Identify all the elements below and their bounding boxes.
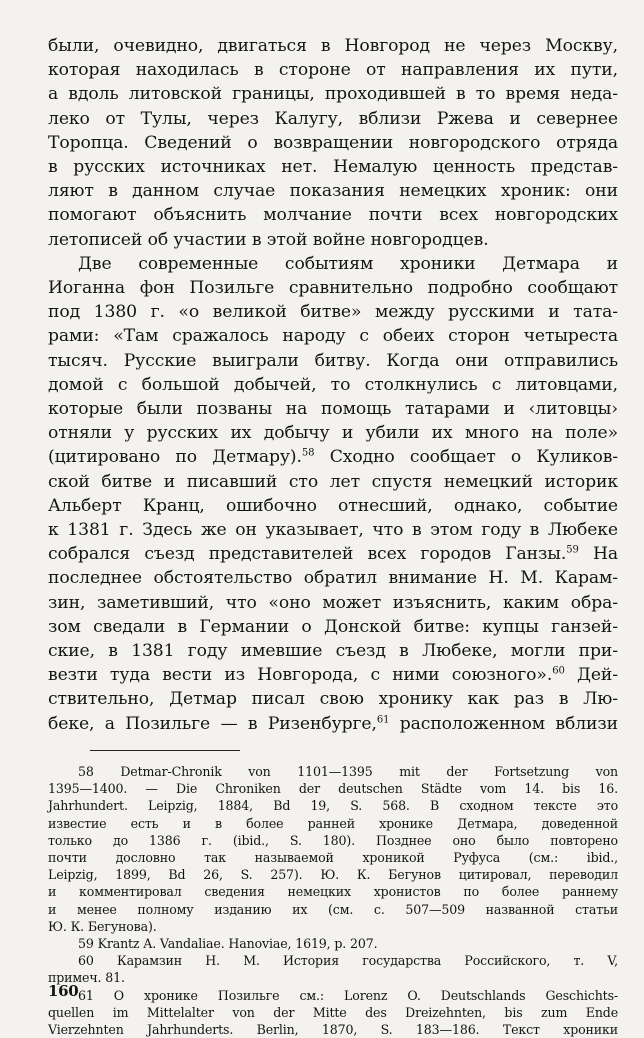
text-segment: расположенном вблизи — [399, 713, 618, 734]
text-segment: На — [592, 544, 619, 565]
text-line: ляют в данном случае показания немецких хроник: они — [48, 181, 618, 202]
text-line — [48, 445, 618, 469]
footnote-ref-60[interactable]: 60 — [552, 665, 565, 677]
text-line — [48, 712, 618, 736]
footnote-59: 59 Krantz A. Vandaliae. Hanoviae, 1619, p. 207. — [78, 935, 378, 951]
footnote-line: Leipzig, 1899, Bd 26, S. 257). Ю. К. Бегунов цитировал, переводил — [48, 867, 618, 883]
text-line: ствительно, Детмар писал свою хронику как раз в Лю- — [48, 689, 618, 710]
footnote-line: примеч. 81. — [48, 970, 125, 986]
text-line: зом сведали в Германии о Донской битве: купцы ганзей- — [48, 616, 618, 637]
text-line: отняли у русских их добычу и убили их много на поле» — [48, 423, 618, 444]
footnote-line: почти дословно так называемой хроникой Руфуса (см.: ibid., — [48, 849, 618, 865]
text-line: под 1380 г. «о великой битве» между русскими и тата- — [48, 302, 618, 323]
text-line: которая находилась в стороне от направления их пути, — [48, 60, 618, 81]
footnote-line: Ю. К. Бегунова). — [48, 918, 157, 934]
page-number: 160 — [48, 982, 79, 1000]
text-line: были, очевидно, двигаться в Новгород не через Москву, — [48, 36, 618, 56]
footnote-line: и комментировал сведения немецких хронистов по более раннему — [48, 884, 618, 900]
text-segment: везти туда вести из Новгорода, с ними союзного». — [48, 665, 553, 686]
text-line: ской битве и писавший сто лет спустя немецкий историк — [48, 471, 618, 492]
footnote-separator — [90, 750, 240, 751]
text-line: Торопца. Сведений о возвращении новгородского отряда — [48, 132, 618, 153]
footnote-line: и менее полному изданию их (см. с. 507—509 названной статьи — [48, 901, 618, 917]
footnote-line: quellen im Mittelalter von der Mitte des Dreizehnten, bis zum Ende — [48, 1004, 618, 1020]
text-line: домой с большой добычей, то столкнулись с литовцами, — [48, 374, 618, 395]
footnote-line: только до 1386 г. (ibid., S. 180). Позднее оно было повторено — [48, 832, 618, 848]
text-line: зин, заметивший, что «оно может изъяснить, каким обра- — [48, 592, 618, 613]
text-line: летописей об участии в этой войне новгородцев. — [48, 229, 489, 250]
main-text — [48, 34, 618, 736]
footnote-61: 61 О хронике Позильге см.: Lorenz O. Deutschlands Geschichts- — [78, 987, 618, 1003]
paragraph-start-line: Две современные событиям хроники Детмара и — [78, 253, 618, 274]
text-line — [48, 663, 618, 687]
text-segment: (цитировано по Детмару). — [48, 447, 302, 468]
footnote-ref-58[interactable]: 58 — [301, 447, 315, 459]
text-line: тысяч. Русские выиграли битву. Когда они отправились — [48, 350, 618, 371]
text-segment: Дей- — [576, 665, 618, 686]
text-line: леко от Тулы, через Калугу, вблизи Ржева и севернее — [48, 108, 618, 129]
footnote-line: известие есть и в более ранней хронике Детмара, доведенной — [48, 815, 618, 831]
text-segment: беке, а Позильге — в Ризенбурге, — [48, 713, 377, 734]
footnote-58: 58 Detmar-Chronik von 1101—1395 mit der Fortsetzung von — [78, 763, 618, 779]
text-line: Альберт Кранц, ошибочно отнесший, однако, событие — [48, 495, 618, 516]
text-line: ские, в 1381 году имевшие съезд в Любеке, могли при- — [48, 641, 618, 662]
text-line: которые были позваны на помощь татарами и ‹литовцы› — [48, 399, 618, 420]
text-segment: Сходно сообщает о Куликов- — [329, 447, 618, 468]
footnote-ref-61[interactable]: 61 — [376, 713, 390, 725]
footnote-ref-59[interactable]: 59 — [566, 544, 579, 556]
text-line: в русских источниках нет. Немалую ценность представ- — [48, 157, 618, 178]
text-line: рами: «Там сражалось народу с обеих сторон четыреста — [48, 326, 618, 347]
footnote-line: Vierzehnten Jahrhunderts. Berlin, 1870, S. 183—186. Текст хроники — [48, 1021, 618, 1037]
footnote-line: Jahrhundert. Leipzig, 1884, Bd 19, S. 568. В сходном тексте это — [48, 798, 618, 814]
text-line: последнее обстоятельство обратил внимание Н. М. Карам- — [48, 568, 618, 589]
text-line: помогают объяснить молчание почти всех новгородских — [48, 205, 618, 226]
text-segment: собрался съезд представителей всех городов Ганзы. — [48, 544, 567, 565]
footnote-60: 60 Карамзин Н. М. История государства Российского, т. V, — [78, 953, 618, 969]
text-line: Иоганна фон Позильге сравнительно подробно сообщают — [48, 278, 618, 299]
text-line: к 1381 г. Здесь же он указывает, что в этом году в Любеке — [48, 520, 618, 541]
text-line — [48, 542, 618, 566]
text-line: а вдоль литовской границы, проходившей в то время неда- — [48, 84, 618, 105]
footnotes — [48, 763, 618, 1038]
footnote-line: 1395—1400. — Die Chroniken der deutschen Städte vom 14. bis 16. — [48, 781, 618, 797]
